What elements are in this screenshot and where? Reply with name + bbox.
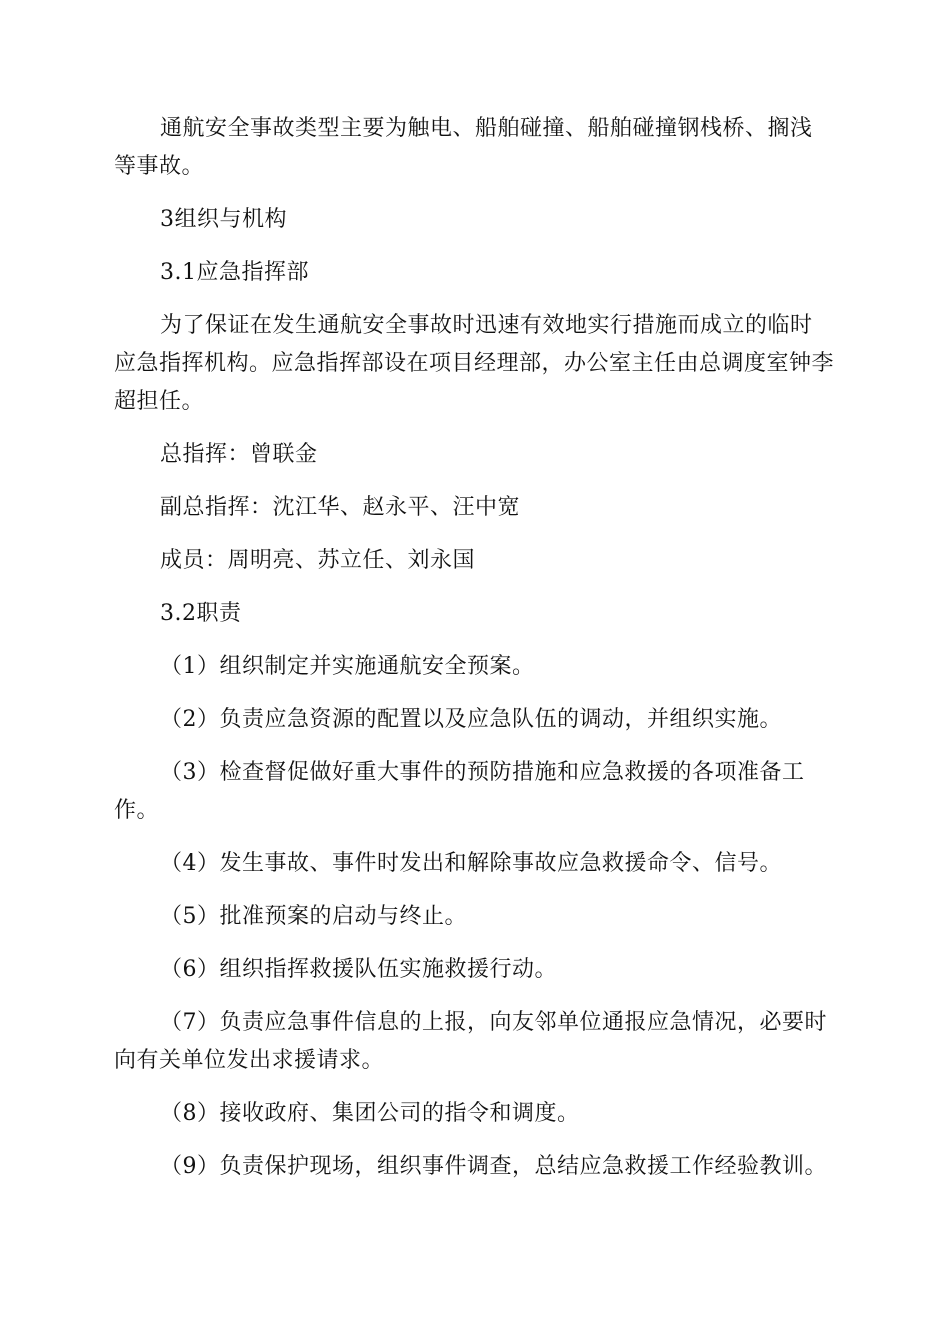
heading-responsibilities: 3.2职责: [160, 601, 242, 626]
members-line: 成员：周明亮、苏立任、刘永国: [160, 548, 476, 573]
document-body: [114, 110, 834, 1201]
responsibility-item-6: （6）组织指挥救援队伍实施救援行动。: [160, 957, 557, 982]
heading-organization: 3组织与机构: [160, 207, 287, 232]
responsibility-item-9: （9）负责保护现场，组织事件调查，总结应急救援工作经验教训。: [160, 1154, 827, 1179]
responsibility-item-4: （4）发生事故、事件时发出和解除事故应急救援命令、信号。: [160, 851, 782, 876]
responsibility-item-1: （1）组织制定并实施通航安全预案。: [160, 654, 535, 679]
heading-command-center: 3.1应急指挥部: [160, 260, 309, 285]
responsibility-item-3: （3）检查督促做好重大事件的预防措施和应急救援的各项准备工作。: [114, 760, 805, 823]
deputy-commander-line: 副总指挥：沈江华、赵永平、汪中宽: [160, 495, 521, 520]
commander-line: 总指挥：曾联金: [160, 442, 318, 467]
responsibility-item-8: （8）接收政府、集团公司的指令和调度。: [160, 1101, 580, 1126]
paragraph-command-center-description: 为了保证在发生通航安全事故时迅速有效地实行措施而成立的临时应急指挥机构。应急指挥部设在项目经理部，办公室主任由总调度室钟李超担任。: [114, 313, 835, 414]
responsibility-item-2: （2）负责应急资源的配置以及应急队伍的调动，并组织实施。: [160, 707, 782, 732]
responsibility-item-5: （5）批准预案的启动与终止。: [160, 904, 467, 929]
responsibility-item-7: （7）负责应急事件信息的上报，向友邻单位通报应急情况，必要时向有关单位发出求援请求。: [114, 1010, 827, 1073]
paragraph-accident-types: 通航安全事故类型主要为触电、船舶碰撞、船舶碰撞钢栈桥、搁浅等事故。: [114, 116, 813, 179]
